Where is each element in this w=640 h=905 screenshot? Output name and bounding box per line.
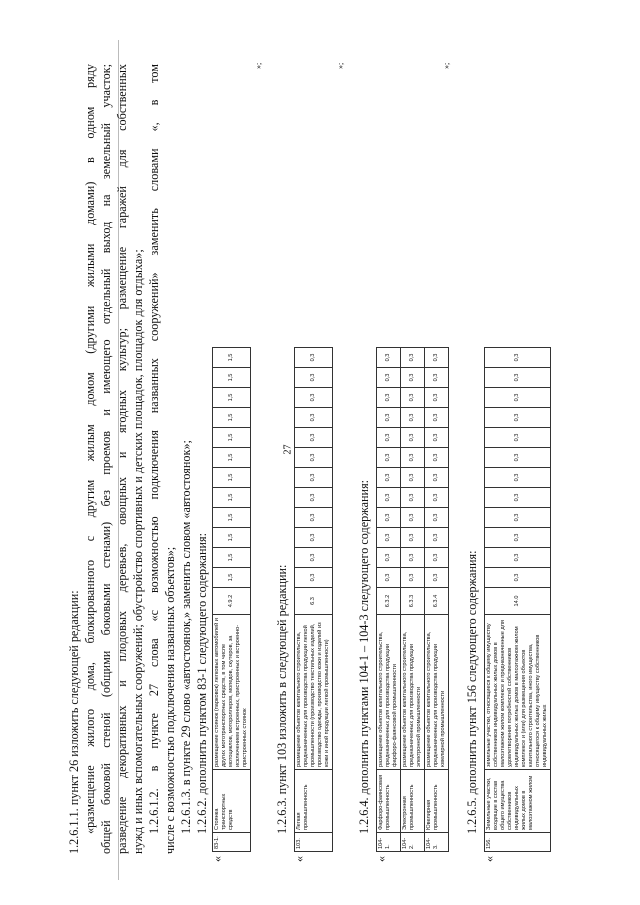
- value-cell: 1,5: [213, 488, 251, 508]
- value-cell: 0,3: [425, 388, 449, 408]
- paragraph-27-line-1: 1.2.6.1.2. в пункте 27 слова «с возможностью подключения названных сооружений» заменить словами «, в том: [147, 64, 161, 834]
- paragraph-26-line-1: «размещение жилого дома, блокированного с другим жилым домом (другими жилыми домами) в одном ряду: [83, 64, 97, 834]
- table-row: [377, 348, 401, 852]
- paragraph-27-line-2: числе с возможностью подключения названных объектов»;: [163, 546, 177, 854]
- table-104: [376, 347, 449, 852]
- value-cell: 0,3: [377, 388, 401, 408]
- row-name: Фарфоро-фаянсовая промышленность: [377, 770, 401, 833]
- paragraph-29: 1.2.6.1.3. в пункте 29 слово «автостоянок,» заменить словом «автостоянок»;: [179, 440, 193, 834]
- value-cell: 0,3: [401, 428, 425, 448]
- value-cell: 0,3: [425, 348, 449, 368]
- row-code: 14.0: [485, 588, 551, 615]
- row-description: земельные участки, относящиеся к общему имуществу собственников индивидуальных жилых домов в малоэтажном жилом комплексе и предназначенные для удовлетворения потребностей собственников индивидуальных жилых домов в малоэтажном жилом комплексе и (или) для размещения объектов капитального строительства, иного имущества, относящегося к общему имуществу собственников индивидуальных жилых: [485, 615, 551, 770]
- row-name: Легкая промышленность: [295, 770, 333, 833]
- row-description: размещение объектов капитального строительства, предназначенных для производства продукции легкой промышленности (производство текстильных изделий, производство одежды, производство кожи и изделий из кожи и иной продукции легкой промышленности): [295, 615, 333, 770]
- value-cell: 0,3: [425, 528, 449, 548]
- value-cell: 0,3: [485, 508, 551, 528]
- value-cell: 0,3: [425, 408, 449, 428]
- value-cell: 0,3: [377, 448, 401, 468]
- open-quote: «: [210, 856, 224, 862]
- value-cell: 0,3: [377, 468, 401, 488]
- value-cell: 0,3: [295, 348, 333, 368]
- value-cell: 0,3: [401, 408, 425, 428]
- value-cell: 0,3: [377, 528, 401, 548]
- row-code: 6.3.2: [377, 588, 401, 615]
- value-cell: 0,3: [377, 348, 401, 368]
- row-number: 103.: [295, 833, 333, 852]
- value-cell: 0,3: [485, 568, 551, 588]
- value-cell: 0,3: [485, 388, 551, 408]
- row-description: размещение объектов капитального строительства, предназначенных для производства продукции ювелирной промышленности: [425, 615, 449, 770]
- value-cell: 0,3: [401, 388, 425, 408]
- row-description: размещение объектов капитального строительства, предназначенных для производства продукции электронной промышленности: [401, 615, 425, 770]
- row-name: Ювелирная промышленность: [425, 770, 449, 833]
- row-number: 104-2.: [401, 833, 425, 852]
- value-cell: 0,3: [295, 388, 333, 408]
- value-cell: 0,3: [295, 488, 333, 508]
- value-cell: 0,3: [425, 548, 449, 568]
- value-cell: 0,3: [377, 568, 401, 588]
- value-cell: 1,5: [213, 348, 251, 368]
- close-quote: »;: [442, 62, 451, 69]
- value-cell: 0,3: [425, 448, 449, 468]
- value-cell: 0,3: [401, 548, 425, 568]
- value-cell: 0,3: [485, 428, 551, 448]
- open-quote: «: [292, 856, 306, 862]
- value-cell: 0,3: [295, 368, 333, 388]
- paragraph-104-heading: 1.2.6.4. дополнить пунктами 104-1 – 104-3 следующего содержания:: [357, 479, 371, 834]
- value-cell: 0,3: [485, 368, 551, 388]
- value-cell: 0,3: [377, 548, 401, 568]
- value-cell: 1,5: [213, 408, 251, 428]
- row-name: Стоянка транспортных средств: [213, 770, 251, 833]
- value-cell: 0,3: [401, 508, 425, 528]
- paragraph-26-line-2: общей боковой стеной (общими боковыми стенами) без проемов и имеющего отдельный выход на земельный участок;: [99, 64, 113, 854]
- value-cell: 0,3: [401, 348, 425, 368]
- value-cell: 1,5: [213, 468, 251, 488]
- row-name: Земельные участки, входящие в состав общего имущества собственников индивидуальных жилых домов в малоэтажном жилом: [485, 770, 551, 833]
- value-cell: 0,3: [377, 368, 401, 388]
- value-cell: 0,3: [295, 428, 333, 448]
- value-cell: 0,3: [425, 368, 449, 388]
- value-cell: 0,3: [377, 428, 401, 448]
- value-cell: 0,3: [425, 468, 449, 488]
- open-quote: «: [374, 856, 388, 862]
- value-cell: 0,3: [485, 408, 551, 428]
- row-code: 6.3.3: [401, 588, 425, 615]
- row-number: 104-1.: [377, 833, 401, 852]
- value-cell: 0,3: [377, 508, 401, 528]
- value-cell: 0,3: [377, 408, 401, 428]
- paragraph-26-line-3: разведение декоративных и плодовых деревьев, овощных и ягодных культур; размещение гаражей для собственных: [115, 64, 129, 854]
- value-cell: 0,3: [485, 548, 551, 568]
- row-code: 6.3.4: [425, 588, 449, 615]
- value-cell: 1,5: [213, 508, 251, 528]
- row-description: размещение стоянок (парковок) легковых автомобилей и других мототранспортных средств, в том числе мотоциклов, мотороллеров, мопедов, скутеров, за исключением встроенных, пристроенных и встроенно-пристроенных стоянок: [213, 615, 251, 770]
- table-103: [294, 347, 333, 852]
- table-row: [425, 348, 449, 852]
- value-cell: 0,3: [485, 348, 551, 368]
- value-cell: 0,3: [485, 468, 551, 488]
- value-cell: 0,3: [425, 488, 449, 508]
- value-cell: 1,5: [213, 448, 251, 468]
- value-cell: 0,3: [401, 448, 425, 468]
- paragraph-156-heading: 1.2.6.5. дополнить пункт 156 следующего содержания:: [465, 550, 479, 834]
- page-number: 27: [282, 444, 294, 455]
- value-cell: 1,5: [213, 548, 251, 568]
- value-cell: 0,3: [295, 468, 333, 488]
- value-cell: 0,3: [295, 508, 333, 528]
- value-cell: 0,3: [425, 428, 449, 448]
- value-cell: 0,3: [485, 528, 551, 548]
- close-quote: »;: [336, 62, 345, 69]
- value-cell: 1,5: [213, 528, 251, 548]
- row-number: 83-1.: [213, 833, 251, 852]
- open-quote: «: [482, 856, 496, 862]
- value-cell: 0,3: [401, 528, 425, 548]
- value-cell: 0,3: [401, 568, 425, 588]
- value-cell: 0,3: [485, 448, 551, 468]
- paragraph-26-heading: 1.2.6.1.1. пункт 26 изложить следующей редакции:: [67, 590, 81, 854]
- value-cell: 0,3: [401, 468, 425, 488]
- row-code: 4.9.2: [213, 588, 251, 615]
- value-cell: 1,5: [213, 388, 251, 408]
- value-cell: 0,3: [295, 548, 333, 568]
- close-quote: »;: [254, 62, 263, 69]
- value-cell: 0,3: [295, 568, 333, 588]
- value-cell: 1,5: [213, 368, 251, 388]
- value-cell: 0,3: [485, 488, 551, 508]
- paragraph-26-line-4: нужд и иных вспомогательных сооружений; обустройство спортивных и детских площадок, площадок для отдыха»;: [131, 249, 145, 854]
- value-cell: 1,5: [213, 428, 251, 448]
- value-cell: 0,3: [295, 408, 333, 428]
- value-cell: 0,3: [295, 448, 333, 468]
- value-cell: 0,3: [377, 488, 401, 508]
- table-156: [484, 347, 551, 852]
- value-cell: 0,3: [401, 368, 425, 388]
- row-description: размещение объектов капитального строительства, предназначенных для производства продукции фарфоро-фаянсовой промышленности: [377, 615, 401, 770]
- paragraph-103-heading: 1.2.6.3. пункт 103 изложить в следующей редакции:: [275, 564, 289, 834]
- value-cell: 0,3: [401, 488, 425, 508]
- value-cell: 0,3: [425, 568, 449, 588]
- paragraph-83-1-heading: 1.2.6.2. дополнить пунктом 83-1 следующего содержания:: [195, 533, 209, 834]
- value-cell: 0,3: [295, 528, 333, 548]
- row-number: 156.: [485, 833, 551, 852]
- row-name: Электронная промышленность: [401, 770, 425, 833]
- table-row: [401, 348, 425, 852]
- rotated-content: [60, 42, 580, 862]
- value-cell: 1,5: [213, 568, 251, 588]
- row-code: 6.3: [295, 588, 333, 615]
- value-cell: 0,3: [425, 508, 449, 528]
- table-83-1: [212, 347, 251, 852]
- row-number: 104-3.: [425, 833, 449, 852]
